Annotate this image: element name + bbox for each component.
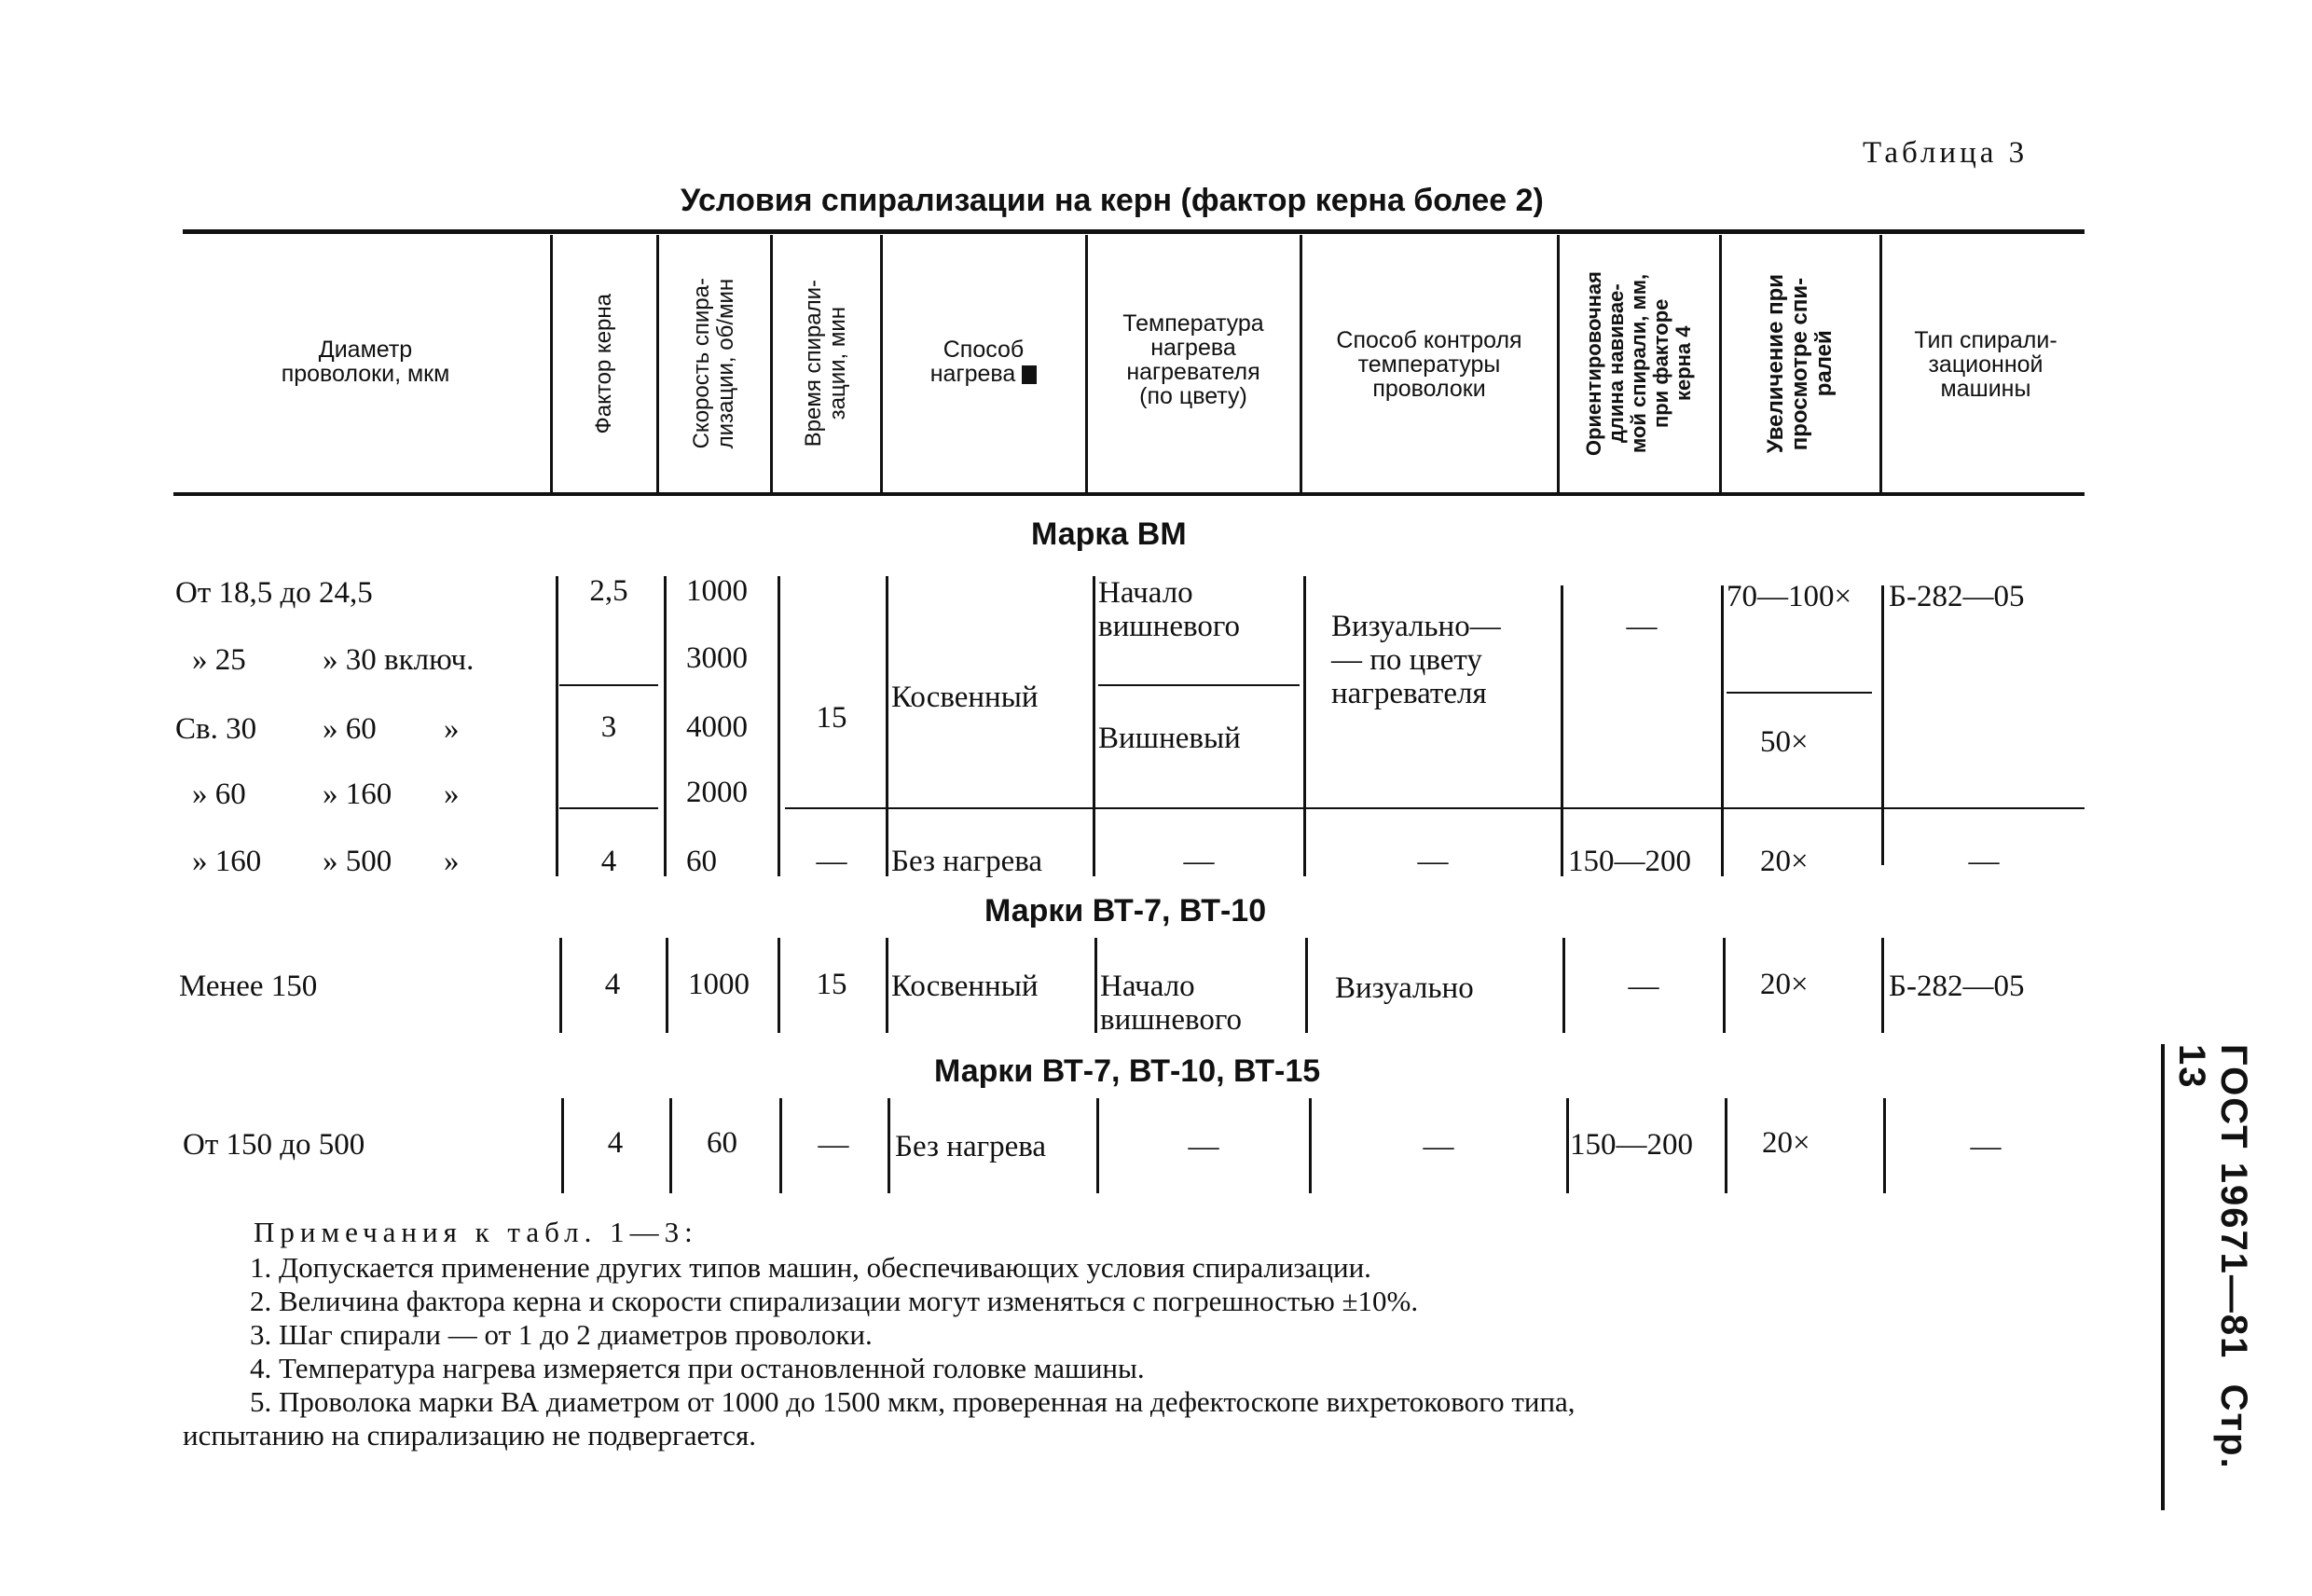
row-divider xyxy=(1098,684,1300,686)
column-divider xyxy=(1723,938,1726,1033)
header-line: керна 4 xyxy=(1672,325,1695,402)
temperature-value: — xyxy=(1183,845,1215,878)
length-value: — xyxy=(1628,970,1659,1003)
column-divider xyxy=(779,1098,782,1193)
diameter-unit: » xyxy=(444,712,460,746)
magnification-value: 50× xyxy=(1760,725,1809,759)
row-divider-lower xyxy=(785,807,2085,809)
header-line: Тип спирали- xyxy=(1914,327,2057,353)
column-divider xyxy=(778,938,780,1033)
header-line: (по цвету) xyxy=(1139,383,1247,409)
column-divider xyxy=(1094,938,1097,1033)
header-line: нагрева xyxy=(1150,335,1236,361)
control-value xyxy=(1331,610,1501,710)
control-value: — xyxy=(1417,845,1449,878)
factor-value: 4 xyxy=(607,1126,624,1160)
note-item: 5. Проволока марки ВА диаметром от 1000 до 1500 мкм, проверенная на дефектоскопе вихретокового типа, xyxy=(250,1385,1576,1418)
speed-value: 60 xyxy=(707,1126,737,1160)
header-speed xyxy=(660,237,768,490)
header-line: при факторе xyxy=(1649,298,1672,429)
control-line: Визуально— xyxy=(1331,610,1501,643)
diameter-row xyxy=(175,574,373,612)
diameter-from: От 18,5 xyxy=(175,576,273,610)
speed-value: 2000 xyxy=(686,776,748,809)
diameter-from: » 60 xyxy=(192,777,246,811)
page-number: Стр. 13 xyxy=(2171,1044,2254,1470)
column-divider xyxy=(1725,1098,1727,1193)
standard-number: ГОСТ 19671—81 xyxy=(2213,1044,2254,1360)
header-line: Способ xyxy=(943,337,1025,363)
row-divider xyxy=(559,684,658,686)
header-line: Фактор керна xyxy=(591,293,616,434)
time-value: — xyxy=(818,1128,849,1162)
temperature-value xyxy=(1098,576,1240,643)
diameter-from: » 160 xyxy=(192,845,262,878)
header-divider xyxy=(550,235,553,492)
header-temperature xyxy=(1089,311,1298,408)
table-title: Условия спирализации на керн (фактор керна более 2) xyxy=(681,183,1544,218)
header-heating xyxy=(884,337,1083,386)
header-divider xyxy=(1085,235,1088,492)
header-line: Диаметр xyxy=(318,337,413,363)
column-divider xyxy=(1883,1098,1886,1193)
header-divider xyxy=(1300,235,1302,492)
header-line: длина навивае- xyxy=(1604,283,1628,444)
temperature-line: Начало xyxy=(1100,970,1195,1003)
control-value: Визуально xyxy=(1335,971,1474,1005)
speed-value: 1000 xyxy=(686,574,748,608)
group-title-vt7-vt10-vt15: Марки ВТ-7, ВТ-10, ВТ-15 xyxy=(934,1053,1321,1089)
column-divider xyxy=(1305,938,1308,1033)
note-item: 3. Шаг спирали — от 1 до 2 диаметров проволоки. xyxy=(250,1318,873,1351)
diameter-to: » 30 включ. xyxy=(323,643,475,677)
magnification-value: 20× xyxy=(1760,845,1809,878)
column-divider xyxy=(1303,576,1306,876)
header-line-text: нагрева xyxy=(929,361,1016,387)
notes-heading: Примечания к табл. 1—3: xyxy=(254,1216,698,1248)
diameter-unit: » xyxy=(444,845,460,878)
header-line: Температура xyxy=(1122,310,1264,337)
diameter-row xyxy=(175,710,460,748)
page-marker-text xyxy=(2170,1044,2254,1510)
speed-value: 1000 xyxy=(688,968,750,1001)
page-marker-rule xyxy=(2161,1044,2165,1510)
note-item: испытанию на спирализацию не подвергается. xyxy=(183,1419,756,1452)
header-line: ралей xyxy=(1811,330,1837,397)
header-diameter xyxy=(183,337,548,386)
header-line: просмотре спи- xyxy=(1787,277,1812,450)
diameter-from: Св. 30 xyxy=(175,712,257,746)
column-divider xyxy=(1309,1098,1312,1193)
column-divider xyxy=(778,576,780,876)
header-magnification xyxy=(1723,237,1878,490)
header-text xyxy=(802,280,850,447)
column-divider xyxy=(1881,938,1884,1033)
column-divider xyxy=(1721,585,1724,876)
header-line: лизации, об/мин xyxy=(713,278,738,449)
header-line xyxy=(884,362,1083,386)
header-line: Время спирали- xyxy=(801,280,826,447)
row-divider xyxy=(1727,692,1872,694)
note-marker-icon xyxy=(1022,365,1037,384)
length-value: — xyxy=(1626,610,1658,643)
header-line: Способ контроля xyxy=(1336,327,1522,353)
temperature-value xyxy=(1100,970,1242,1037)
row-divider xyxy=(559,807,658,809)
column-divider xyxy=(669,1098,672,1193)
header-divider xyxy=(656,235,659,492)
header-line: Ориентировочная xyxy=(1582,270,1605,457)
time-value: 15 xyxy=(816,968,847,1001)
page-marker xyxy=(2161,1044,2254,1510)
header-text xyxy=(690,278,738,448)
diameter-from: » 25 xyxy=(192,643,246,677)
group-title-vm: Марка ВМ xyxy=(1031,516,1187,552)
column-divider xyxy=(1093,576,1095,876)
diameter-row xyxy=(192,641,474,679)
magnification-value: 70—100× xyxy=(1727,580,1852,613)
header-text xyxy=(592,294,616,434)
header-line: Увеличение при xyxy=(1763,273,1788,454)
factor-value: 3 xyxy=(600,710,617,744)
magnification-value: 20× xyxy=(1760,968,1809,1001)
column-divider xyxy=(556,576,558,876)
diameter-unit: » xyxy=(444,777,460,811)
diameter-row xyxy=(192,776,460,813)
note-item: 4. Температура нагрева измеряется при остановленной головке машины. xyxy=(250,1352,1145,1384)
table-number: Таблица 3 xyxy=(1863,136,2029,170)
heating-value: Без нагрева xyxy=(891,845,1043,878)
machine-value: Б-282—05 xyxy=(1889,970,2025,1003)
length-value: 150—200 xyxy=(1568,845,1691,878)
header-divider xyxy=(1557,235,1560,492)
heating-value: Косвенный xyxy=(891,681,1039,714)
diameter-value: От 150 до 500 xyxy=(183,1128,365,1162)
temperature-value: — xyxy=(1188,1130,1219,1163)
header-line: Скорость спира- xyxy=(689,278,714,449)
note-item: 2. Величина фактора керна и скорости спирализации могут изменяться с погрешностью ±10%. xyxy=(250,1285,1419,1317)
diameter-to: » 60 xyxy=(323,712,377,746)
heating-value: Без нагрева xyxy=(895,1130,1047,1163)
header-text xyxy=(1764,274,1837,453)
header-top-rule xyxy=(183,229,2085,234)
diameter-to: до 24,5 xyxy=(280,576,373,610)
header-divider xyxy=(1879,235,1882,492)
diameter-to: » 160 xyxy=(323,777,392,811)
time-value: — xyxy=(816,845,847,878)
speed-value: 4000 xyxy=(686,710,748,744)
column-divider xyxy=(561,1098,564,1193)
header-control xyxy=(1303,328,1555,401)
header-divider xyxy=(770,235,773,492)
column-divider xyxy=(666,938,668,1033)
header-divider xyxy=(880,235,883,492)
diameter-to: » 500 xyxy=(323,845,392,878)
header-line: проволоки xyxy=(1372,376,1486,402)
heating-value: Косвенный xyxy=(891,970,1039,1003)
time-value: 15 xyxy=(816,701,847,735)
group-title-vt7-vt10: Марки ВТ-7, ВТ-10 xyxy=(984,893,1267,929)
diameter-row xyxy=(192,843,460,880)
factor-value: 2,5 xyxy=(589,574,628,608)
factor-value: 4 xyxy=(600,845,617,878)
machine-value: Б-282—05 xyxy=(1889,580,2025,613)
header-text xyxy=(1583,271,1695,456)
column-divider xyxy=(1881,585,1884,865)
header-line: нагревателя xyxy=(1126,359,1260,385)
temperature-line: вишневого xyxy=(1100,1003,1243,1037)
column-divider xyxy=(886,938,888,1033)
header-length xyxy=(1561,237,1717,490)
machine-value: — xyxy=(1970,1130,2002,1163)
magnification-value: 20× xyxy=(1762,1126,1810,1160)
header-divider xyxy=(1719,235,1722,492)
header-line: проволоки, мкм xyxy=(281,361,450,387)
factor-value: 4 xyxy=(604,968,621,1001)
speed-value: 3000 xyxy=(686,641,748,675)
column-divider xyxy=(664,576,667,876)
column-divider xyxy=(886,576,888,876)
header-time xyxy=(774,237,878,490)
column-divider xyxy=(1561,585,1563,876)
control-value: — xyxy=(1423,1130,1454,1163)
header-line: зации, мин xyxy=(825,307,850,420)
column-divider xyxy=(1566,1098,1569,1193)
header-line: зационной xyxy=(1928,351,2044,378)
diameter-value: Менее 150 xyxy=(179,970,318,1003)
header-line: мой спирали, мм, xyxy=(1627,273,1650,454)
header-machine xyxy=(1883,328,2088,401)
control-line: — по цвету xyxy=(1331,643,1482,677)
temperature-line: Начало xyxy=(1098,576,1193,610)
header-line: машины xyxy=(1940,376,2031,402)
column-divider xyxy=(1096,1098,1099,1193)
header-bottom-rule xyxy=(173,492,2085,496)
temperature-value: Вишневый xyxy=(1098,722,1241,755)
control-line: нагревателя xyxy=(1331,677,1487,710)
speed-value: 60 xyxy=(686,845,717,878)
note-item: 1. Допускается применение других типов машин, обеспечивающих условия спирализации. xyxy=(250,1251,1371,1284)
length-value: 150—200 xyxy=(1570,1128,1693,1162)
machine-value: — xyxy=(1968,845,2000,878)
column-divider xyxy=(559,938,562,1033)
temperature-line: вишневого xyxy=(1098,610,1241,643)
column-divider xyxy=(1562,938,1565,1033)
column-divider xyxy=(888,1098,890,1193)
header-factor xyxy=(554,237,654,490)
header-line: температуры xyxy=(1357,351,1501,378)
